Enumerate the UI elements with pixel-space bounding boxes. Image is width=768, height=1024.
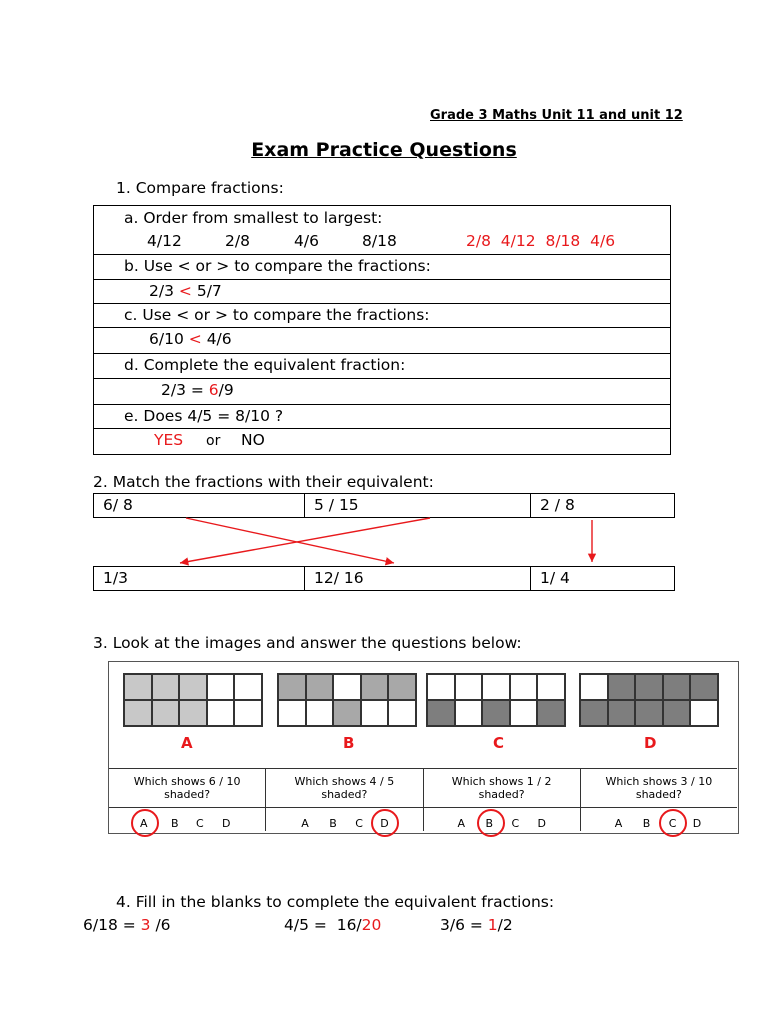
q4-problem-1 (83, 916, 171, 934)
q3-option: D (222, 817, 231, 830)
grid-cell (207, 700, 235, 726)
q1-heading: 1. Compare fractions: (116, 179, 284, 197)
grid-cell (388, 700, 416, 726)
q3-question-col (109, 769, 266, 831)
q3-option: B (642, 817, 651, 830)
q1-d-label: d. Complete the equivalent fraction: (124, 356, 406, 374)
grid-cell (361, 700, 389, 726)
q1-a-fraction: 4/12 (147, 232, 182, 250)
grid-cell (635, 674, 663, 700)
q1-a-label: a. Order from smallest to largest: (124, 209, 383, 227)
grid-cell (207, 674, 235, 700)
q3-option: D (537, 817, 546, 830)
grid-cell (152, 674, 180, 700)
q3-option: A (614, 817, 623, 830)
q4-p3-answer: 1 (487, 916, 498, 934)
q3-option: D (380, 817, 389, 830)
q1-c-left: 6/10 (149, 330, 184, 348)
q1-d-answer: 6 (208, 381, 219, 399)
q3-question-text: Which shows 4 / 5 shaded? (294, 775, 395, 801)
grid-cell (427, 700, 455, 726)
page-title: Exam Practice Questions (251, 139, 517, 161)
grid-cell (537, 674, 565, 700)
q2-bottom-cell: 1/3 (94, 567, 305, 590)
q1-a-fraction: 4/6 (294, 232, 319, 250)
shape-b-grid (277, 673, 417, 727)
grid-cell (635, 700, 663, 726)
shape-label: D (644, 734, 657, 752)
q1-d-right: /9 (218, 381, 234, 399)
q3-question-col (266, 769, 423, 831)
q3-option: A (457, 817, 466, 830)
grid-cell (333, 700, 361, 726)
grid-cell (388, 674, 416, 700)
q1-e-no: NO (241, 431, 265, 449)
q1-c-right: 4/6 (206, 330, 232, 348)
q4-p1-answer: 3 (140, 916, 151, 934)
q3-question-col (424, 769, 581, 831)
q3-question-bar (109, 768, 737, 831)
q4-p2-answer: 20 (361, 916, 382, 934)
q3-heading: 3. Look at the images and answer the questions below: (93, 634, 522, 652)
shape-d-grid (579, 673, 719, 727)
q1-e-yes: YES (154, 431, 184, 449)
q1-b-right: 5/7 (196, 282, 222, 300)
q3-question-text: Which shows 1 / 2 shaded? (451, 775, 552, 801)
q3-panel (108, 661, 739, 834)
q4-p3-right: /2 (497, 916, 513, 934)
q1-b-label: b. Use < or > to compare the fractions: (124, 257, 431, 275)
q3-question-text: Which shows 3 / 10 shaded? (605, 775, 713, 801)
shape-label: B (343, 734, 355, 752)
q3-option: A (301, 817, 309, 830)
q4-p2-left: 4/5 = 16/ (284, 916, 362, 934)
grid-cell (306, 674, 334, 700)
q3-option: C (668, 817, 677, 830)
q2-bottom-cell: 1/ 4 (540, 569, 570, 587)
q1-a-fraction: 2/8 (225, 232, 250, 250)
q1-e-label: e. Does 4/5 = 8/10 ? (124, 407, 284, 425)
grid-cell (690, 700, 718, 726)
q1-a-answer: 2/8 4/12 8/18 4/6 (466, 232, 616, 250)
shape-a-grid (123, 673, 263, 727)
q3-options (581, 807, 737, 832)
q2-top-cell: 6/ 8 (94, 494, 305, 517)
q3-options (424, 807, 580, 832)
grid-cell (663, 674, 691, 700)
grid-cell (608, 700, 636, 726)
grid-cell (152, 700, 180, 726)
q3-options (266, 807, 422, 832)
q4-p3-left: 3/6 = (440, 916, 488, 934)
grid-cell (455, 674, 483, 700)
grid-cell (306, 700, 334, 726)
q3-question-text: Which shows 6 / 10 shaded? (133, 775, 241, 801)
q3-option: C (355, 817, 363, 830)
q1-c-label: c. Use < or > to compare the fractions: (124, 306, 430, 324)
q3-option: D (692, 817, 702, 830)
shape-label: A (181, 734, 193, 752)
grid-cell (179, 674, 207, 700)
grid-cell (580, 700, 608, 726)
q1-e-or: or (206, 433, 221, 449)
grid-cell (179, 700, 207, 726)
grid-cell (510, 674, 538, 700)
q4-problem-2 (284, 916, 381, 934)
grid-cell (278, 674, 306, 700)
q2-top-cell: 2 / 8 (540, 496, 575, 514)
q3-option: C (511, 817, 520, 830)
grid-cell (278, 700, 306, 726)
q2-bottom-cell: 12/ 16 (305, 567, 531, 590)
header: Grade 3 Maths Unit 11 and unit 12 (430, 108, 683, 123)
grid-cell (124, 674, 152, 700)
q3-options (109, 807, 265, 832)
q1-b-sign: < (178, 282, 192, 300)
shape-c-grid (426, 673, 566, 727)
q4-problem-3 (440, 916, 513, 934)
q3-question-col (581, 769, 737, 831)
grid-cell (580, 674, 608, 700)
shape-label: C (493, 734, 505, 752)
q1-c-sign: < (188, 330, 202, 348)
grid-cell (537, 700, 565, 726)
grid-cell (427, 674, 455, 700)
q4-heading: 4. Fill in the blanks to complete the equivalent fractions: (116, 893, 555, 911)
q1-a-fraction: 8/18 (362, 232, 397, 250)
grid-cell (333, 674, 361, 700)
grid-cell (124, 700, 152, 726)
q3-option: B (171, 817, 179, 830)
q3-option: B (329, 817, 337, 830)
grid-cell (482, 700, 510, 726)
q1-b-left: 2/3 (149, 282, 174, 300)
q3-option: B (485, 817, 494, 830)
grid-cell (234, 700, 262, 726)
grid-cell (608, 674, 636, 700)
q2-heading: 2. Match the fractions with their equivalent: (93, 473, 434, 491)
q4-p1-right: /6 (150, 916, 171, 934)
q3-option: C (196, 817, 204, 830)
grid-cell (234, 674, 262, 700)
q3-option: A (140, 817, 148, 830)
q4-p1-left: 6/18 = (83, 916, 141, 934)
grid-cell (510, 700, 538, 726)
grid-cell (361, 674, 389, 700)
q2-top-cell: 5 / 15 (305, 494, 531, 517)
grid-cell (455, 700, 483, 726)
grid-cell (663, 700, 691, 726)
grid-cell (690, 674, 718, 700)
grid-cell (482, 674, 510, 700)
q1-d-left: 2/3 = (161, 381, 209, 399)
